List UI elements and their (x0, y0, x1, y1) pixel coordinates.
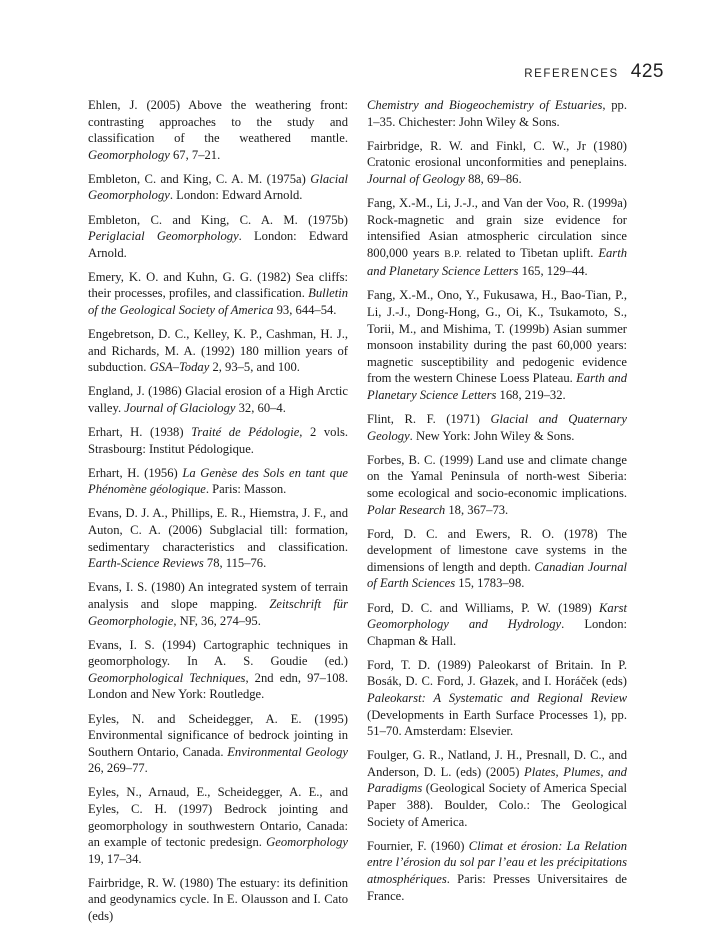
reference-work-title: Paleokarst: A Systematic and Regional Review (367, 691, 627, 705)
reference-text: Erhart, H. (1938) (88, 425, 192, 440)
reference-text: 32, 60–4. (235, 401, 286, 415)
reference-entry (88, 784, 348, 867)
reference-text: 18, 367–73. (445, 502, 509, 517)
reference-text: Fang, X.-M., Li, J.-J., and Van der Voo, R. (1999a) Rock-magnetic and grain size evidence for intensified Asian atmospheric circulation since 800,000 years (367, 195, 627, 260)
reference-entry (367, 411, 627, 444)
reference-work-title: Geomorphological Techniques (88, 670, 246, 685)
reference-text: Ford, D. C. and Ewers, R. O. (1978) The development of limestone cave systems in the dimensions of length and depth. (367, 526, 627, 574)
reference-entry (88, 269, 348, 319)
reference-work-title: Geomorphology (88, 147, 170, 162)
reference-text: , pp. 1–35. Chichester: John Wiley & Sons. (367, 98, 627, 129)
reference-work-title: Chemistry and Biogeochemistry of Estuaries (367, 98, 603, 112)
reference-text: (Developments in Earth Surface Processes 1), pp. 51–70. Amsterdam: Elsevier. (367, 707, 627, 739)
reference-text: 2, 93–5, and 100. (209, 360, 300, 375)
reference-work-title: Polar Research (367, 502, 446, 517)
reference-work-title: GSA–Today (149, 360, 210, 375)
reference-text: , 2 vols. Strasbourg: Institut Pédologique. (88, 425, 349, 456)
reference-text: 26, 269–77. (88, 761, 148, 776)
reference-entry (88, 212, 348, 262)
reference-entry (88, 465, 348, 498)
reference-entry (367, 195, 627, 280)
reference-work-title: Earth-Science Reviews (88, 556, 204, 571)
reference-text: Fairbridge, R. W. (1980) The estuary: its definition and geodynamics cycle. In E. Olausson and I. Cato (eds) (88, 875, 348, 924)
reference-work-title: Glacial Geomorphology (88, 171, 348, 203)
reference-work-title: Journal of Geology (367, 171, 465, 186)
reference-entry (367, 452, 627, 518)
reference-text: Embleton, C. and King, C. A. M. (1975b) (88, 212, 348, 227)
reference-text: Evans, I. S. (1994) Cartographic techniques in geomorphology. In A. S. Goudie (ed.) (88, 637, 348, 669)
reference-text: Ford, T. D. (1989) Paleokarst of Britain. In P. Bosák, D. C. Ford, J. Głazek, and I. Horáček (eds) (367, 657, 627, 689)
reference-work-title: Geomorphology (266, 835, 348, 850)
reference-text: Foulger, G. R., Natland, J. H., Presnall, D. C., and Anderson, D. L. (eds) (2005) (367, 748, 627, 779)
reference-entry (367, 747, 627, 830)
reference-work-title: La Genèse des Sols en tant que Phénomène géologique (88, 465, 348, 497)
reference-text: , NF, 36, 274–95. (173, 613, 261, 628)
reference-text: Engebretson, D. C., Kelley, K. P., Cashman, H. J., and Richards, M. A. (1992) 180 million years of subduction. (88, 327, 348, 375)
reference-text: 168, 219–32. (496, 388, 566, 402)
reference-entry (88, 383, 348, 416)
reference-text: Fang, X.-M., Ono, Y., Fukusawa, H., Bao-Tian, P., Li, J.-J., Dong-Hong, G., Oi, K., Tsukamoto, S., Torii, M., and Mishima, T. (1999b) Asian summer monsoon instability during the past 60,000 years: magnetic susceptibility and pedogenic evidence from the western Chinese Loess Plateau. (367, 288, 627, 386)
reference-entry (88, 326, 348, 376)
references-body (88, 97, 627, 932)
page-header (524, 61, 664, 83)
reference-text: 88, 69–86. (464, 171, 522, 186)
reference-text: , 2nd edn, 97–108. London and New York: Routledge. (88, 670, 348, 702)
reference-work-title: Plates, Plumes, and Paradigms (367, 764, 627, 796)
reference-text: Evans, D. J. A., Phillips, E. R., Hiemstra, J. F., and Auton, C. A. (2006) Subglacial till: formation, sedimentary characteristics and classification. (88, 506, 348, 554)
reference-text: . London: Edward Arnold. (88, 229, 348, 260)
reference-work-title: Glacial and Quaternary Geology (367, 412, 627, 443)
reference-work-title: Periglacial Geomorphology (88, 229, 239, 244)
references-right-column (367, 97, 627, 932)
reference-text: 78, 115–76. (203, 556, 267, 571)
references-left-column (88, 97, 348, 932)
reference-entry (367, 657, 627, 740)
reference-text: 15, 1783–98. (455, 576, 525, 591)
reference-work-title: Journal of Glaciology (124, 401, 236, 415)
reference-text: Eyles, N., Arnaud, E., Scheidegger, A. E., and Eyles, C. H. (1997) Bedrock jointing and geomorphology in southwestern Ontario, Canada: an example of tectonic predesign. (88, 785, 348, 850)
reference-text: 165, 129–44. (518, 264, 588, 279)
reference-entry (367, 97, 627, 130)
reference-entry (367, 600, 627, 650)
reference-entry (88, 424, 348, 457)
reference-text: 19, 17–34. (88, 851, 142, 866)
reference-entry (367, 287, 627, 403)
reference-text: Erhart, H. (1956) (88, 465, 183, 480)
reference-abbrev: B.P. (444, 248, 462, 260)
reference-entry (367, 526, 627, 592)
reference-work-title: Climat et érosion: La Relation entre l’érosion du sol par l’eau et les précipitations atmosphériques (367, 838, 627, 886)
reference-entry (88, 579, 348, 629)
reference-work-title: Canadian Journal of Earth Sciences (367, 559, 627, 591)
reference-work-title: Environmental Geology (227, 744, 348, 759)
reference-text: 67, 7–21. (169, 147, 221, 162)
page-number: 425 (630, 61, 664, 82)
reference-work-title: Bulletin of the Geological Society of America (88, 286, 348, 318)
reference-text: . London: Chapman & Hall. (367, 617, 627, 648)
reference-entry (88, 97, 348, 163)
reference-entry (367, 138, 627, 188)
reference-text: Eyles, N. and Scheidegger, A. E. (1995) Environmental significance of bedrock jointing in Southern Ontario, Canada. (88, 711, 348, 759)
reference-text: . New York: John Wiley & Sons. (409, 428, 575, 443)
reference-work-title: Zeitschrift für Geomorphologie (88, 596, 349, 628)
reference-text: . Paris: Presses Universitaires de France. (367, 871, 627, 903)
reference-entry (88, 637, 348, 703)
reference-text: (Geological Society of America Special Paper 388). Boulder, Colo.: The Geological Society of America. (367, 781, 627, 829)
reference-text: related to Tibetan uplift. (461, 245, 599, 260)
reference-entry (88, 505, 348, 571)
reference-text: Flint, R. F. (1971) (367, 412, 491, 427)
reference-work-title: Earth and Planetary Science Letters (367, 245, 627, 279)
reference-text: Ehlen, J. (2005) Above the weathering front: contrasting approaches to the study and classification of the weathered mantle. (88, 98, 348, 146)
running-head-section-label: REFERENCES (524, 68, 619, 80)
reference-work-title: Traité de Pédologie (191, 425, 300, 440)
reference-work-title: Karst Geomorphology and Hydrology (367, 600, 627, 632)
reference-entry (367, 838, 627, 904)
reference-text: . London: Edward Arnold. (169, 188, 303, 203)
reference-text: 93, 644–54. (273, 303, 337, 318)
reference-text: Evans, I. S. (1980) An integrated system of terrain analysis and slope mapping. (88, 580, 348, 611)
reference-entry (88, 711, 348, 777)
reference-text: Ford, D. C. and Williams, P. W. (1989) (367, 600, 599, 615)
reference-text: England, J. (1986) Glacial erosion of a High Arctic valley. (88, 384, 348, 415)
reference-entry (88, 171, 348, 204)
reference-text: Forbes, B. C. (1999) Land use and climate change on the Yamal Peninsula of north-west Siberia: some ecological and socio-economic implications. (367, 452, 627, 500)
reference-text: Fournier, F. (1960) (367, 838, 469, 853)
reference-text: . Paris: Masson. (205, 482, 287, 497)
reference-text: Fairbridge, R. W. and Finkl, C. W., Jr (1980) Cratonic erosional unconformities and peneplains. (367, 138, 627, 170)
reference-work-title: Earth and Planetary Science Letters (367, 371, 628, 402)
reference-text: Embleton, C. and King, C. A. M. (1975a) (88, 171, 311, 186)
reference-text: Emery, K. O. and Kuhn, G. G. (1982) Sea cliffs: their processes, profiles, and classification. (88, 269, 348, 301)
